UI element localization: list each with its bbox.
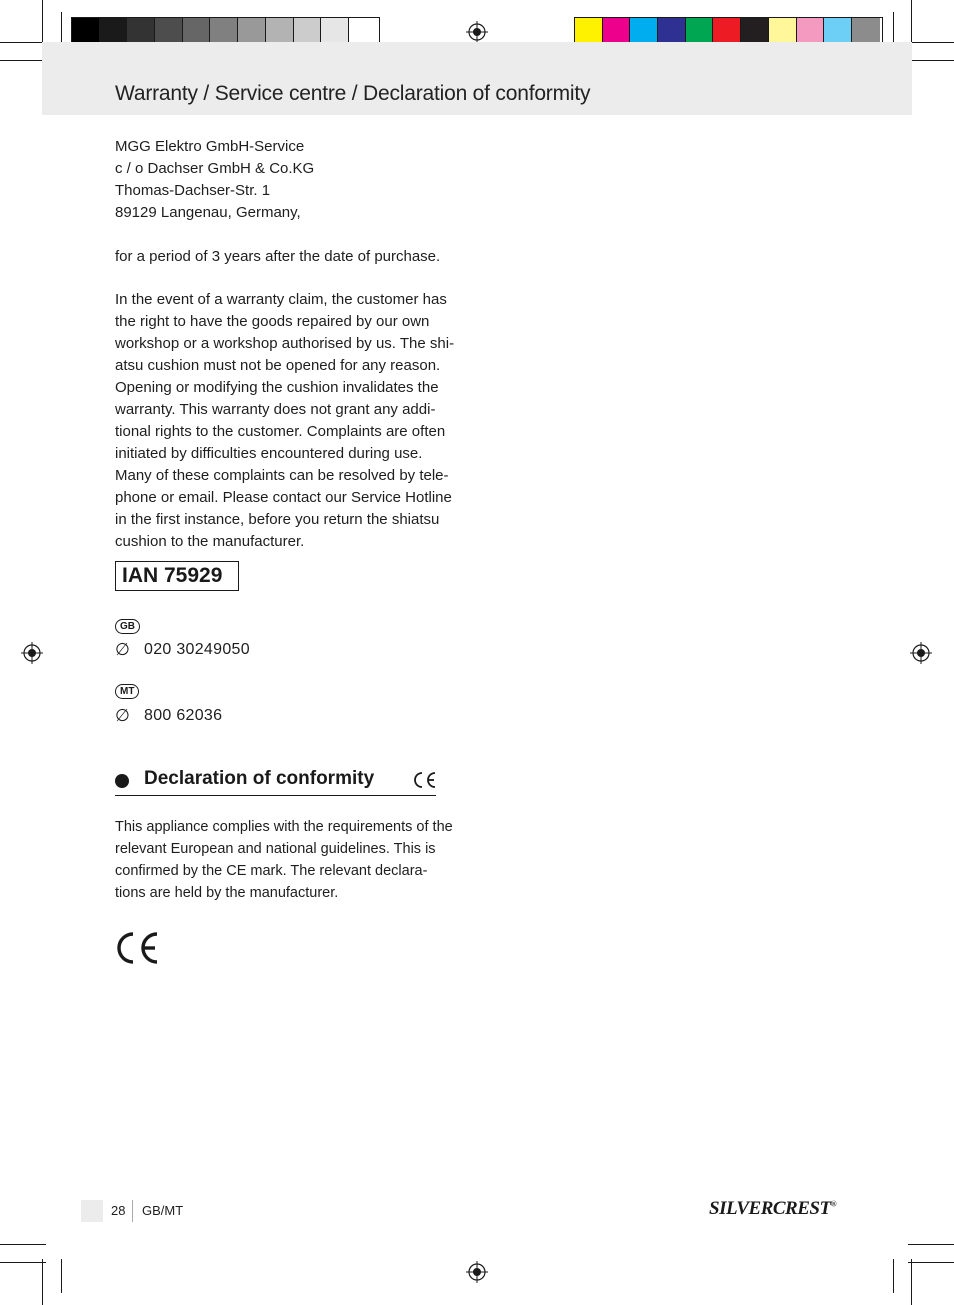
page-number: 28 xyxy=(111,1203,126,1218)
crop-mark xyxy=(908,60,954,61)
registered-mark: ® xyxy=(830,1199,837,1209)
color-swatch xyxy=(266,18,294,45)
color-swatch xyxy=(155,18,183,45)
crop-mark xyxy=(893,12,894,46)
registration-target-icon xyxy=(466,1261,488,1283)
text-line: relevant European and national guidelines. This is xyxy=(115,841,436,857)
ian-number-box: IAN 75929 xyxy=(115,561,239,591)
text-line: atsu cushion must not be opened for any reason. xyxy=(115,357,441,374)
warranty-claim-text xyxy=(115,289,465,553)
crop-mark xyxy=(908,1262,954,1263)
text-line: In the event of a warranty claim, the customer has xyxy=(115,291,447,308)
ce-mark-icon xyxy=(115,931,159,965)
text-line: the right to have the goods repaired by our own xyxy=(115,313,430,330)
color-swatch xyxy=(658,18,686,45)
crop-mark xyxy=(908,1244,954,1245)
address-line: 89129 Langenau, Germany, xyxy=(115,204,301,221)
text-line: warranty. This warranty does not grant any addi- xyxy=(115,401,436,418)
page-title: Warranty / Service centre / Declaration of conformity xyxy=(115,82,591,105)
color-swatch xyxy=(769,18,797,45)
color-swatch xyxy=(686,18,714,45)
hotline-number-gb: 020 30249050 xyxy=(144,641,250,658)
text-line: in the first instance, before you return the shiatsu xyxy=(115,511,440,528)
service-address xyxy=(115,136,465,224)
text-line: tional rights to the customer. Complaints are often xyxy=(115,423,446,440)
registration-target-icon xyxy=(466,21,488,43)
ce-mark-icon xyxy=(411,770,437,790)
text-line: phone or email. Please contact our Service Hotline xyxy=(115,489,452,506)
text-line: This appliance complies with the requirements of the xyxy=(115,819,453,835)
country-badge-gb: GB xyxy=(115,619,140,634)
color-swatch xyxy=(797,18,825,45)
conformity-heading xyxy=(115,766,436,796)
address-line: c / o Dachser GmbH & Co.KG xyxy=(115,160,315,177)
color-swatch xyxy=(238,18,266,45)
conformity-text xyxy=(115,816,465,904)
bullet-icon xyxy=(115,774,129,788)
color-swatch xyxy=(741,18,769,45)
phone-icon: ∅ xyxy=(115,640,130,659)
color-swatch xyxy=(852,18,880,45)
text-line: workshop or a workshop authorised by us. The shi- xyxy=(115,335,455,352)
crop-mark xyxy=(0,60,46,61)
crop-mark xyxy=(0,1262,46,1263)
crop-mark xyxy=(908,42,954,43)
crop-mark xyxy=(61,1259,62,1293)
text-line: tions are held by the manufacturer. xyxy=(115,885,339,901)
text-line: confirmed by the CE mark. The relevant declara- xyxy=(115,863,428,879)
address-line: Thomas-Dachser-Str. 1 xyxy=(115,182,271,199)
footer-divider xyxy=(132,1200,133,1222)
text-line: initiated by difficulties encountered during use. xyxy=(115,445,423,462)
crop-mark xyxy=(893,1259,894,1293)
section-title: Declaration of conformity xyxy=(144,768,375,789)
color-swatch xyxy=(294,18,322,45)
address-line: MGG Elektro GmbH-Service xyxy=(115,138,305,155)
color-swatch xyxy=(575,18,603,45)
color-swatch xyxy=(72,18,100,45)
crop-mark xyxy=(42,0,43,46)
registration-target-icon xyxy=(21,642,43,664)
text-line: Many of these complaints can be resolved by tele- xyxy=(115,467,449,484)
crop-mark xyxy=(42,1259,43,1305)
color-swatch xyxy=(127,18,155,45)
color-swatch xyxy=(824,18,852,45)
warranty-period: for a period of 3 years after the date of purchase. xyxy=(115,248,441,265)
text-line: cushion to the manufacturer. xyxy=(115,533,305,550)
text-line: Opening or modifying the cushion invalidates the xyxy=(115,379,439,396)
color-swatch xyxy=(603,18,631,45)
crop-mark xyxy=(61,12,62,46)
registration-target-icon xyxy=(910,642,932,664)
crop-mark xyxy=(0,42,46,43)
color-swatch xyxy=(210,18,238,45)
color-swatch xyxy=(183,18,211,45)
crop-mark xyxy=(0,1244,46,1245)
color-swatch xyxy=(100,18,128,45)
color-swatch xyxy=(713,18,741,45)
phone-icon: ∅ xyxy=(115,706,130,725)
color-swatch xyxy=(349,18,377,45)
crop-mark xyxy=(911,1259,912,1305)
country-code: GB/MT xyxy=(142,1203,184,1218)
brand-name: SILVERCREST xyxy=(709,1198,831,1219)
brand-logo xyxy=(709,1198,836,1220)
color-swatch xyxy=(321,18,349,45)
hotline-number-mt: 800 62036 xyxy=(144,707,223,724)
footer-tab xyxy=(81,1200,103,1222)
country-badge-mt: MT xyxy=(115,684,139,699)
crop-mark xyxy=(911,0,912,46)
color-swatch xyxy=(630,18,658,45)
